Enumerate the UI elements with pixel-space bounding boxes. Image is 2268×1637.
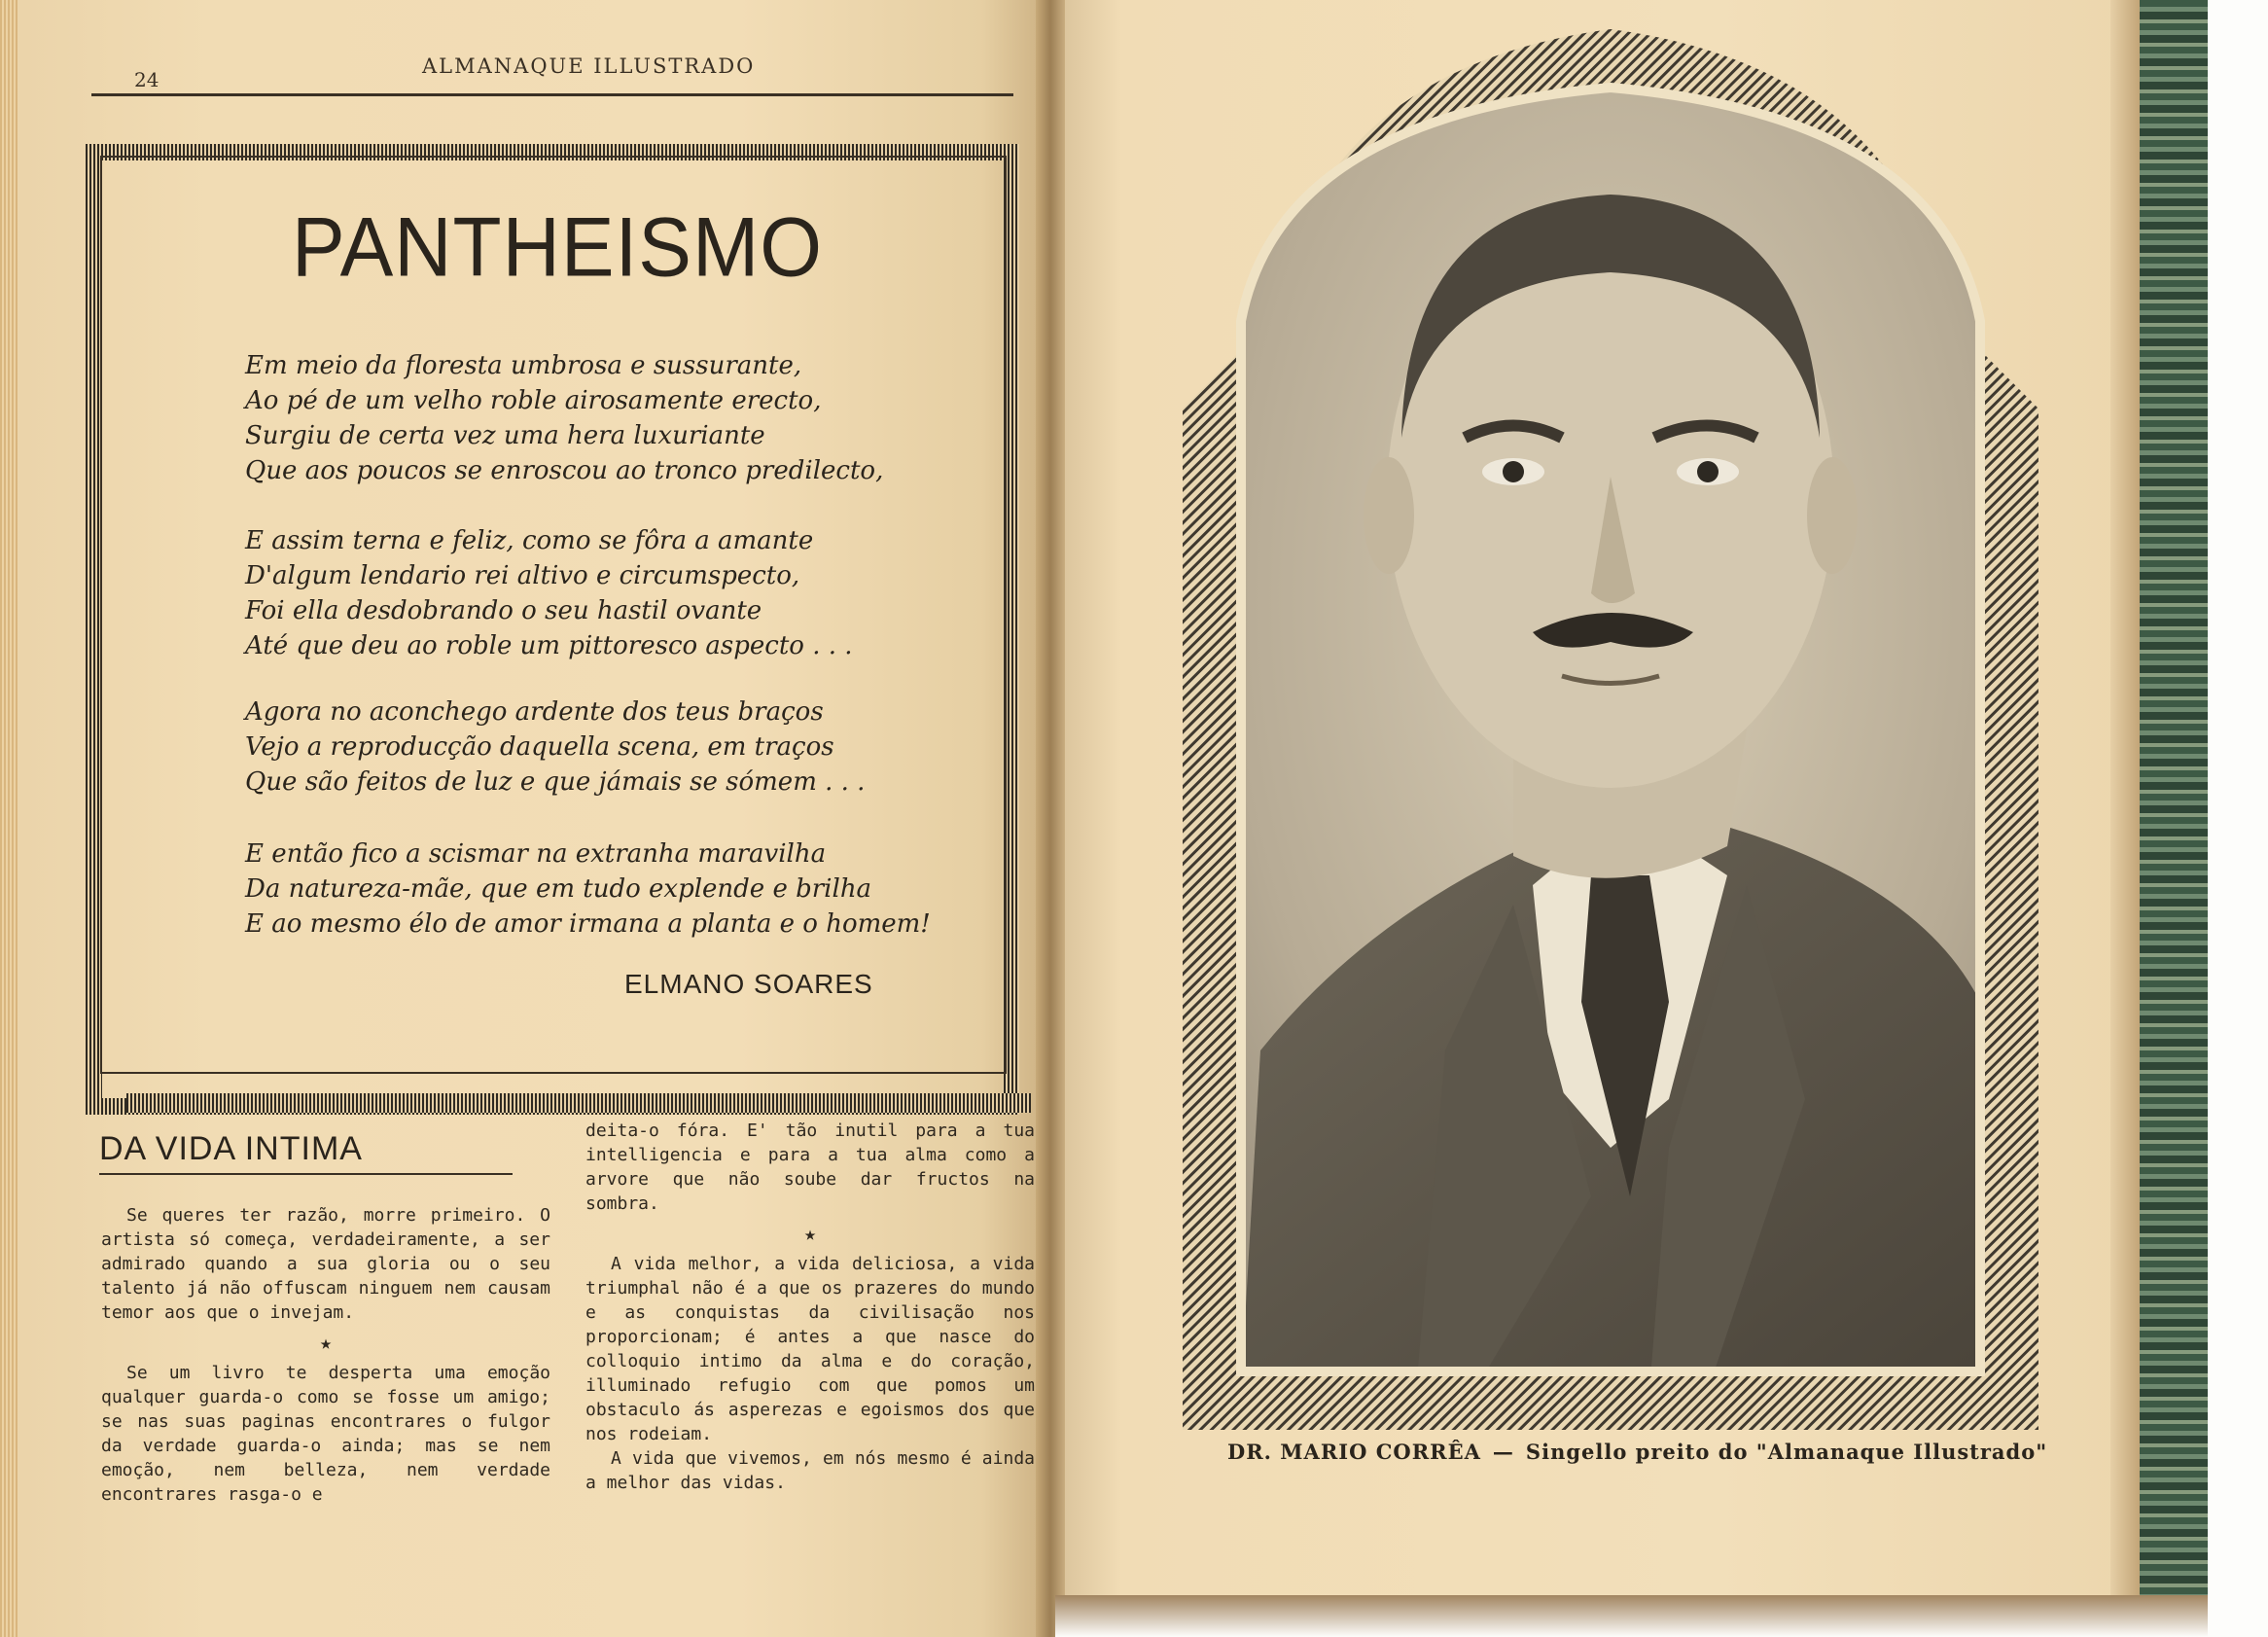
poem-line: Da natureza-mãe, que em tudo explende e brilha xyxy=(245,874,872,904)
poem-line: E assim terna e feliz, como se fôra a amante xyxy=(245,526,814,555)
prose-paragraph: A vida que vivemos, em nós mesmo é ainda a melhor das vidas. xyxy=(585,1448,1035,1493)
portrait-photo xyxy=(1124,29,2087,1440)
prose-paragraph: Se um livro te desperta uma emoção qualquer guarda-o como se fosse um amigo; se nas suas paginas encontrares o fulgor da verdade guarda-o ainda; mas se nem emoção, nem belleza, nem verdade encontrares rasga-o e xyxy=(101,1363,550,1505)
prose-paragraph: deita-o fóra. E' tão inutil para a tua intelligencia e para a tua alma como a arvore que não soube dar fructos na sombra. xyxy=(585,1121,1035,1214)
caption-name: DR. MARIO CORRÊA xyxy=(1227,1440,1481,1464)
poem-line: E ao mesmo élo de amor irmana a planta e o homem! xyxy=(245,909,931,939)
section-rule xyxy=(99,1173,513,1175)
caption-dash: — xyxy=(1492,1440,1514,1464)
poem-line: E então fico a scismar na extranha maravilha xyxy=(245,839,827,869)
poem-stanza-4 xyxy=(245,836,931,942)
poem-line: Vejo a reproducção daquella scena, em traços xyxy=(245,732,834,762)
running-head: ALMANAQUE ILLUSTRADO xyxy=(422,54,756,78)
poem-line: Foi ella desdobrando o seu hastil ovante xyxy=(245,596,762,625)
poem-stanza-1 xyxy=(245,348,883,488)
star-divider: ★ xyxy=(319,1331,333,1354)
poem-line: D'algum lendario rei altivo e circumspecto, xyxy=(245,561,800,590)
poem-line: Até que deu ao roble um pittoresco aspecto . . . xyxy=(245,631,853,660)
prose-paragraph: Se queres ter razão, morre primeiro. O artista só começa, verdadeiramente, a ser admirado quando a sua gloria ou o seu talento já não offuscam ninguem nem causam temor aos que o invejam. xyxy=(101,1205,550,1323)
prose-paragraph: A vida melhor, a vida deliciosa, a vida triumphal não é a que os prazeres do mundo e as conquistas da civilisação nos proporcionam; é antes a que nasce do colloquio intimo da alma e do coração, illuminado refugio com que pomos um obstaculo ás asperezas e egoismos dos que nos rodeiam. xyxy=(585,1254,1035,1444)
star-divider: ★ xyxy=(803,1222,817,1245)
caption-text: Singello preito do "Almanaque Illustrado" xyxy=(1525,1440,2048,1464)
poem-stanza-3 xyxy=(245,694,865,800)
poem-line: Ao pé de um velho roble airosamente erecto, xyxy=(245,386,822,415)
photo-image xyxy=(1222,68,2000,1391)
marbled-cover-edge xyxy=(2140,0,2208,1637)
poem-stanza-2 xyxy=(245,523,853,663)
page-number: 24 xyxy=(134,68,159,91)
poem-line: Que aos poucos se enroscou ao tronco predilecto, xyxy=(245,456,884,485)
poem-author: ELMANO SOARES xyxy=(624,969,873,999)
section-title: DA VIDA INTIMA xyxy=(99,1130,363,1167)
header-rule xyxy=(91,93,1013,96)
poem-line: Que são feitos de luz e que jámais se sómem . . . xyxy=(245,767,866,797)
page-edge xyxy=(0,0,18,1637)
portrait-caption xyxy=(1227,1440,2047,1464)
poem-border-bottom xyxy=(126,1093,1031,1113)
poem-line: Em meio da floresta umbrosa e sussurante, xyxy=(245,351,802,380)
poem-line: Surgiu de certa vez uma hera luxuriante xyxy=(245,421,765,450)
page-shadow xyxy=(1055,1595,2208,1637)
poem-title: PANTHEISMO xyxy=(292,200,824,295)
book-gutter xyxy=(1036,0,1065,1637)
prose-column-left xyxy=(101,1203,550,1507)
poem-line: Agora no aconchego ardente dos teus braços xyxy=(245,697,824,727)
prose-column-right xyxy=(585,1119,1035,1495)
